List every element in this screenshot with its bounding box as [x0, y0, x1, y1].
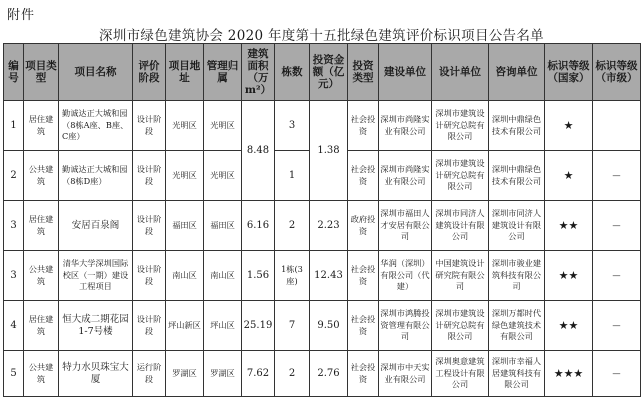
investment-type: 社会投资 — [348, 301, 379, 351]
header-cell: 管理归属 — [204, 44, 242, 101]
national-rating: ★ — [545, 101, 593, 151]
header-cell: 投资类型 — [348, 44, 379, 101]
consultant: 深圳中鼎绿色技术有限公司 — [489, 151, 545, 201]
investment-amount: 9.50 — [310, 301, 348, 351]
management-district: 南山区 — [204, 251, 242, 301]
designer: 深圳奥意建筑工程设计有限公司 — [432, 351, 489, 397]
project-type: 公共建筑 — [24, 151, 59, 201]
project-address: 坪山新区 — [166, 301, 204, 351]
consultant: 深圳市同济人建筑设计有限公司 — [489, 201, 545, 251]
building-count: 3 — [275, 101, 310, 151]
developer: 深圳市鸿腾投资管理有限公司 — [379, 301, 432, 351]
row-number: 5 — [4, 351, 24, 397]
management-district: 光明区 — [204, 151, 242, 201]
building-area: 8.48 — [242, 101, 275, 201]
management-district: 福田区 — [204, 201, 242, 251]
project-type: 居住建筑 — [24, 201, 59, 251]
evaluation-stage: 运行阶段 — [133, 351, 166, 397]
management-district: 坪山区 — [204, 301, 242, 351]
project-name: 安居百泉阁 — [59, 201, 133, 251]
national-rating: ★★ — [545, 251, 593, 301]
evaluation-stage: 设计阶段 — [133, 151, 166, 201]
city-rating: — — [593, 201, 641, 251]
project-name: 特力水贝珠宝大厦 — [59, 351, 133, 397]
investment-amount: 2.76 — [310, 351, 348, 397]
evaluation-stage: 设计阶段 — [133, 101, 166, 151]
header-cell: 设计单位 — [432, 44, 489, 101]
city-rating: — — [593, 151, 641, 201]
designer: 中国建筑设计研究院有限公司 — [432, 251, 489, 301]
project-address: 光明区 — [166, 151, 204, 201]
city-rating: — — [593, 301, 641, 351]
evaluation-stage: 设计阶段 — [133, 251, 166, 301]
investment-type: 政府投资 — [348, 201, 379, 251]
document-title: 深圳市绿色建筑协会 2020 年度第十五批绿色建筑评价标识项目公告名单 — [99, 28, 544, 44]
row-number: 3 — [4, 201, 24, 251]
header-cell: 咨询单位 — [489, 44, 545, 101]
investment-type: 社会投资 — [348, 151, 379, 201]
project-type: 居住建筑 — [24, 301, 59, 351]
building-area: 1.56 — [242, 251, 275, 301]
building-count: 1 — [275, 151, 310, 201]
table-row — [4, 101, 641, 151]
project-type: 公共建筑 — [24, 351, 59, 397]
table-row — [4, 251, 641, 301]
header-row — [4, 44, 641, 101]
attachment-label: 附件 — [7, 8, 36, 23]
project-name: 勤诚达正大城和园（8栋D座） — [59, 151, 133, 201]
evaluation-stage: 设计阶段 — [133, 301, 166, 351]
developer: 深圳市中天实业有限公司 — [379, 351, 432, 397]
row-number: 1 — [4, 101, 24, 151]
evaluation-stage: 设计阶段 — [133, 201, 166, 251]
city-rating: — — [593, 251, 641, 301]
designer: 深圳市建筑设计研究总院有限公司 — [432, 301, 489, 351]
investment-amount: 2.23 — [310, 201, 348, 251]
row-number: 2 — [4, 151, 24, 201]
header-cell: 标识等级（市级） — [593, 44, 641, 101]
management-district: 光明区 — [204, 101, 242, 151]
table-row — [4, 301, 641, 351]
project-type: 公共建筑 — [24, 251, 59, 301]
project-name: 恒大成二期花园1-7号楼 — [59, 301, 133, 351]
building-count: 2 — [275, 351, 310, 397]
building-area: 7.62 — [242, 351, 275, 397]
city-rating: — — [593, 351, 641, 397]
building-count: 1栋(3座) — [275, 251, 310, 301]
row-number: 4 — [4, 301, 24, 351]
management-district: 罗湖区 — [204, 351, 242, 397]
building-count: 7 — [275, 301, 310, 351]
developer: 深圳市福田人才安居有限公司 — [379, 201, 432, 251]
national-rating: ★★ — [545, 301, 593, 351]
designer: 深圳市同济人建筑设计有限公司 — [432, 201, 489, 251]
header-cell: 栋数 — [275, 44, 310, 101]
investment-type: 社会投资 — [348, 251, 379, 301]
consultant: 深圳市骏业建筑科技有限公司 — [489, 251, 545, 301]
investment-type: 社会投资 — [348, 351, 379, 397]
project-address: 光明区 — [166, 101, 204, 151]
developer: 华润（深圳）有限公司（代建） — [379, 251, 432, 301]
header-cell: 项目类型 — [24, 44, 59, 101]
consultant: 深圳万都时代绿色建筑技术有限公司 — [489, 301, 545, 351]
header-cell: 建筑面积（万m²） — [242, 44, 275, 101]
building-area: 6.16 — [242, 201, 275, 251]
header-cell: 建设单位 — [379, 44, 432, 101]
row-number: 3 — [4, 251, 24, 301]
investment-type: 社会投资 — [348, 101, 379, 151]
city-rating — [593, 101, 641, 151]
consultant: 深圳中鼎绿色技术有限公司 — [489, 101, 545, 151]
national-rating: ★ — [545, 151, 593, 201]
investment-amount: 12.43 — [310, 251, 348, 301]
developer: 深圳市尚隆实业有限公司 — [379, 151, 432, 201]
building-count: 2 — [275, 201, 310, 251]
national-rating: ★★ — [545, 201, 593, 251]
developer: 深圳市尚隆实业有限公司 — [379, 101, 432, 151]
project-name: 勤诚达正大城和园（8栋A座、B座、C座） — [59, 101, 133, 151]
header-cell: 评价阶段 — [133, 44, 166, 101]
header-cell: 项目名称 — [59, 44, 133, 101]
project-table — [3, 43, 641, 397]
building-area: 25.19 — [242, 301, 275, 351]
table-row — [4, 351, 641, 397]
designer: 深圳市建筑设计研究总院有限公司 — [432, 101, 489, 151]
project-address: 罗湖区 — [166, 351, 204, 397]
header-cell: 投资金额（亿元） — [310, 44, 348, 101]
header-cell: 标识等级（国家） — [545, 44, 593, 101]
header-cell: 项目地址 — [166, 44, 204, 101]
header-cell: 编号 — [4, 44, 24, 101]
national-rating: ★★★ — [545, 351, 593, 397]
table-row — [4, 201, 641, 251]
project-address: 南山区 — [166, 251, 204, 301]
investment-amount: 1.38 — [310, 101, 348, 201]
consultant: 深圳市幸福人居建筑科技有限公司 — [489, 351, 545, 397]
designer: 深圳市建筑设计研究总院有限公司 — [432, 151, 489, 201]
project-type: 居住建筑 — [24, 101, 59, 151]
project-address: 福田区 — [166, 201, 204, 251]
project-name: 清华大学深圳国际校区（一期）建设工程项目 — [59, 251, 133, 301]
